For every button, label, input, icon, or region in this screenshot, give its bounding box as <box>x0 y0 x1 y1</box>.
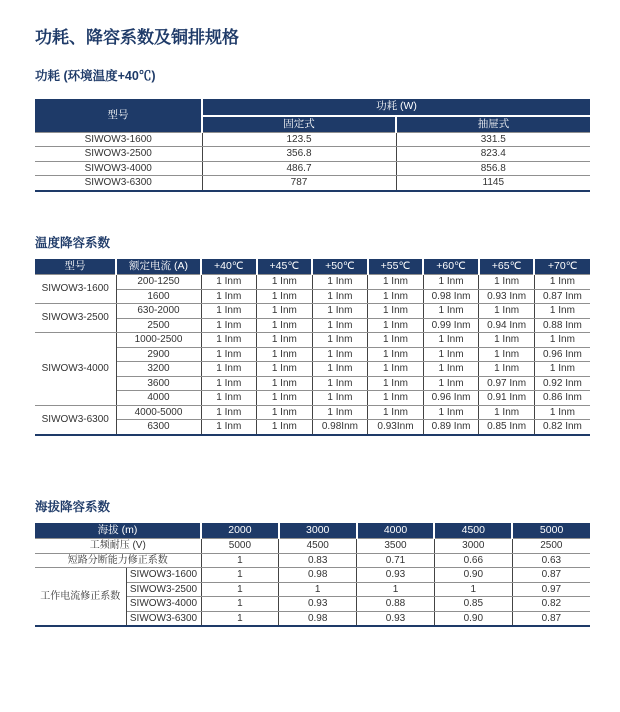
alt-value-cell: 1 <box>201 597 279 612</box>
temp-value-cell: 0.99 Inm <box>423 318 479 333</box>
temp-model-cell: SIWOW3-1600 <box>35 275 116 304</box>
power-table <box>35 99 590 191</box>
temp-current-cell: 4000 <box>116 391 201 406</box>
temp-value-cell: 0.87 Inm <box>534 289 590 304</box>
temp-value-cell: 1 Inm <box>534 275 590 290</box>
temp-value-cell: 0.98 Inm <box>423 289 479 304</box>
alt-value-cell: 0.87 <box>512 568 590 583</box>
temp-current-cell: 4000-5000 <box>116 405 201 420</box>
temp-value-cell: 1 Inm <box>368 333 424 348</box>
power-row <box>35 161 590 176</box>
temp-value-cell: 0.93Inm <box>368 420 424 435</box>
alt-col-altitude-label: 海拔 (m) <box>35 523 201 539</box>
alt-value-cell: 0.66 <box>434 553 512 568</box>
altitude-section-title: 海拔降容系数 <box>35 499 111 514</box>
temp-value-cell: 1 Inm <box>201 304 257 319</box>
temp-header-row <box>35 259 590 275</box>
temp-value-cell: 1 Inm <box>201 333 257 348</box>
temp-value-cell: 0.92 Inm <box>534 376 590 391</box>
alt-col-header: 5000 <box>512 523 590 539</box>
temp-value-cell: 1 Inm <box>257 289 313 304</box>
temp-value-cell: 1 Inm <box>201 289 257 304</box>
temp-value-cell: 1 Inm <box>479 304 535 319</box>
power-drawer-cell: 331.5 <box>396 132 590 147</box>
temp-col-header: +70℃ <box>534 259 590 275</box>
temp-row <box>35 362 590 377</box>
alt-group-label-cell: 工作电流修正系数 <box>35 568 126 627</box>
power-drawer-cell: 823.4 <box>396 147 590 162</box>
temp-value-cell: 1 Inm <box>312 318 368 333</box>
temp-value-cell: 1 Inm <box>423 405 479 420</box>
temp-col-header: 额定电流 (A) <box>116 259 201 275</box>
temp-value-cell: 1 Inm <box>423 304 479 319</box>
temp-value-cell: 0.85 Inm <box>479 420 535 435</box>
power-col-fixed: 固定式 <box>202 116 396 133</box>
power-fixed-cell: 356.8 <box>202 147 396 162</box>
temp-value-cell: 1 Inm <box>201 420 257 435</box>
alt-value-cell: 1 <box>434 582 512 597</box>
alt-value-cell: 4500 <box>279 539 357 554</box>
temp-value-cell: 1 Inm <box>479 405 535 420</box>
temp-value-cell: 1 Inm <box>368 275 424 290</box>
alt-col-header: 2000 <box>201 523 279 539</box>
alt-value-cell: 0.93 <box>357 611 435 626</box>
temperature-table <box>35 259 590 436</box>
alt-value-cell: 0.97 <box>512 582 590 597</box>
temp-model-cell: SIWOW3-4000 <box>35 333 116 406</box>
alt-row-label-cell: 短路分断能力修正系数 <box>35 553 201 568</box>
temp-value-cell: 1 Inm <box>201 362 257 377</box>
temp-value-cell: 1 Inm <box>312 333 368 348</box>
temp-value-cell: 1 Inm <box>312 391 368 406</box>
power-fixed-cell: 123.5 <box>202 132 396 147</box>
temp-model-cell: SIWOW3-6300 <box>35 405 116 435</box>
power-header-row-1 <box>35 99 590 115</box>
temp-value-cell: 1 Inm <box>479 362 535 377</box>
temp-value-cell: 1 Inm <box>479 275 535 290</box>
temp-value-cell: 1 Inm <box>201 347 257 362</box>
power-table-body <box>35 132 590 191</box>
power-col-model: 型号 <box>35 99 202 132</box>
temp-col-header: +50℃ <box>312 259 368 275</box>
power-row <box>35 176 590 191</box>
temp-value-cell: 1 Inm <box>257 333 313 348</box>
alt-value-cell: 0.82 <box>512 597 590 612</box>
temp-value-cell: 1 Inm <box>201 376 257 391</box>
temp-value-cell: 0.94 Inm <box>479 318 535 333</box>
power-fixed-cell: 486.7 <box>202 161 396 176</box>
temp-current-cell: 2900 <box>116 347 201 362</box>
power-drawer-cell: 856.8 <box>396 161 590 176</box>
alt-col-header: 3000 <box>279 523 357 539</box>
alt-model-cell: SIWOW3-1600 <box>126 568 201 583</box>
temp-value-cell: 1 Inm <box>257 318 313 333</box>
alt-header-row <box>35 523 590 539</box>
temp-value-cell: 1 Inm <box>479 333 535 348</box>
temp-value-cell: 1 Inm <box>423 376 479 391</box>
temp-value-cell: 0.96 Inm <box>423 391 479 406</box>
temp-row <box>35 304 590 319</box>
temp-current-cell: 2500 <box>116 318 201 333</box>
temp-value-cell: 1 Inm <box>257 347 313 362</box>
temp-value-cell: 1 Inm <box>257 391 313 406</box>
temp-value-cell: 1 Inm <box>201 405 257 420</box>
alt-table-header <box>35 523 590 539</box>
alt-value-cell: 0.85 <box>434 597 512 612</box>
alt-value-cell: 0.90 <box>434 568 512 583</box>
temp-value-cell: 1 Inm <box>534 333 590 348</box>
temp-value-cell: 1 Inm <box>423 275 479 290</box>
temp-value-cell: 1 Inm <box>312 405 368 420</box>
alt-model-cell: SIWOW3-4000 <box>126 597 201 612</box>
temp-value-cell: 1 Inm <box>257 376 313 391</box>
power-section-title: 功耗 (环境温度+40℃) <box>35 69 156 84</box>
alt-row-label-cell: 工频耐压 (V) <box>35 539 201 554</box>
temp-col-header: +45℃ <box>257 259 313 275</box>
temp-value-cell: 1 Inm <box>257 275 313 290</box>
alt-value-cell: 1 <box>201 582 279 597</box>
temp-value-cell: 1 Inm <box>534 362 590 377</box>
temp-value-cell: 1 Inm <box>368 318 424 333</box>
alt-table-body <box>35 539 590 627</box>
temp-row <box>35 333 590 348</box>
temp-current-cell: 1600 <box>116 289 201 304</box>
temp-current-cell: 6300 <box>116 420 201 435</box>
power-model-cell: SIWOW3-4000 <box>35 161 202 176</box>
temp-value-cell: 1 Inm <box>368 289 424 304</box>
temp-col-header: +65℃ <box>479 259 535 275</box>
alt-model-cell: SIWOW3-2500 <box>126 582 201 597</box>
temp-value-cell: 1 Inm <box>312 362 368 377</box>
alt-col-header: 4000 <box>357 523 435 539</box>
alt-value-cell: 1 <box>357 582 435 597</box>
temp-value-cell: 1 Inm <box>423 362 479 377</box>
temp-col-header: +40℃ <box>201 259 257 275</box>
power-fixed-cell: 787 <box>202 176 396 191</box>
temp-value-cell: 1 Inm <box>368 347 424 362</box>
alt-value-cell: 0.87 <box>512 611 590 626</box>
temp-value-cell: 1 Inm <box>312 289 368 304</box>
alt-value-cell: 5000 <box>201 539 279 554</box>
temp-row <box>35 289 590 304</box>
alt-value-cell: 0.93 <box>279 597 357 612</box>
alt-value-cell: 0.83 <box>279 553 357 568</box>
temp-value-cell: 0.89 Inm <box>423 420 479 435</box>
temp-value-cell: 1 Inm <box>201 391 257 406</box>
alt-value-cell: 0.98 <box>279 611 357 626</box>
power-col-drawer: 抽屉式 <box>396 116 590 133</box>
temp-value-cell: 1 Inm <box>257 405 313 420</box>
alt-value-cell: 0.93 <box>357 568 435 583</box>
temp-row <box>35 420 590 435</box>
temp-value-cell: 1 Inm <box>368 362 424 377</box>
power-row <box>35 132 590 147</box>
alt-value-cell: 1 <box>201 568 279 583</box>
temp-row <box>35 275 590 290</box>
alt-value-cell: 3000 <box>434 539 512 554</box>
temp-model-cell: SIWOW3-2500 <box>35 304 116 333</box>
power-table-header <box>35 99 590 132</box>
alt-value-cell: 0.98 <box>279 568 357 583</box>
temp-value-cell: 1 Inm <box>534 405 590 420</box>
page-title: 功耗、降容系数及铜排规格 <box>35 28 239 47</box>
temp-row <box>35 391 590 406</box>
temp-table-body <box>35 275 590 435</box>
power-model-cell: SIWOW3-6300 <box>35 176 202 191</box>
temp-row <box>35 347 590 362</box>
temp-value-cell: 1 Inm <box>368 391 424 406</box>
temp-current-cell: 200-1250 <box>116 275 201 290</box>
temp-current-cell: 3600 <box>116 376 201 391</box>
temp-value-cell: 1 Inm <box>368 304 424 319</box>
alt-model-cell: SIWOW3-6300 <box>126 611 201 626</box>
temp-value-cell: 1 Inm <box>368 376 424 391</box>
alt-col-header: 4500 <box>434 523 512 539</box>
temp-value-cell: 1 Inm <box>423 347 479 362</box>
alt-row <box>35 539 590 554</box>
temp-value-cell: 1 Inm <box>257 362 313 377</box>
temp-value-cell: 1 Inm <box>312 376 368 391</box>
temp-current-cell: 1000-2500 <box>116 333 201 348</box>
temp-value-cell: 1 Inm <box>312 347 368 362</box>
temp-value-cell: 0.93 Inm <box>479 289 535 304</box>
alt-value-cell: 1 <box>201 553 279 568</box>
temp-value-cell: 0.82 Inm <box>534 420 590 435</box>
alt-value-cell: 0.63 <box>512 553 590 568</box>
temp-row <box>35 318 590 333</box>
temp-value-cell: 1 Inm <box>312 304 368 319</box>
alt-value-cell: 1 <box>201 611 279 626</box>
power-row <box>35 147 590 162</box>
power-model-cell: SIWOW3-1600 <box>35 132 202 147</box>
temp-value-cell: 0.91 Inm <box>479 391 535 406</box>
alt-value-cell: 1 <box>279 582 357 597</box>
power-col-power: 功耗 (W) <box>202 99 590 115</box>
temp-value-cell: 0.98Inm <box>312 420 368 435</box>
temp-value-cell: 0.88 Inm <box>534 318 590 333</box>
temp-col-header: +55℃ <box>368 259 424 275</box>
temp-section-title: 温度降容系数 <box>35 235 111 250</box>
temp-col-header: 型号 <box>35 259 116 275</box>
temp-value-cell: 1 Inm <box>201 275 257 290</box>
altitude-table <box>35 523 590 628</box>
alt-row <box>35 553 590 568</box>
temp-row <box>35 405 590 420</box>
temp-value-cell: 0.86 Inm <box>534 391 590 406</box>
temp-col-header: +60℃ <box>423 259 479 275</box>
temp-value-cell: 1 Inm <box>534 304 590 319</box>
power-model-cell: SIWOW3-2500 <box>35 147 202 162</box>
alt-value-cell: 0.90 <box>434 611 512 626</box>
temp-value-cell: 1 Inm <box>257 304 313 319</box>
alt-value-cell: 0.88 <box>357 597 435 612</box>
temp-value-cell: 0.96 Inm <box>534 347 590 362</box>
temp-value-cell: 0.97 Inm <box>479 376 535 391</box>
temp-current-cell: 630-2000 <box>116 304 201 319</box>
temp-current-cell: 3200 <box>116 362 201 377</box>
temp-row <box>35 376 590 391</box>
temp-value-cell: 1 Inm <box>423 333 479 348</box>
alt-row <box>35 568 590 583</box>
temp-value-cell: 1 Inm <box>368 405 424 420</box>
temp-value-cell: 1 Inm <box>201 318 257 333</box>
alt-value-cell: 3500 <box>357 539 435 554</box>
power-drawer-cell: 1145 <box>396 176 590 191</box>
temp-value-cell: 1 Inm <box>479 347 535 362</box>
alt-value-cell: 2500 <box>512 539 590 554</box>
alt-value-cell: 0.71 <box>357 553 435 568</box>
temp-value-cell: 1 Inm <box>257 420 313 435</box>
temp-value-cell: 1 Inm <box>312 275 368 290</box>
temp-table-header <box>35 259 590 275</box>
